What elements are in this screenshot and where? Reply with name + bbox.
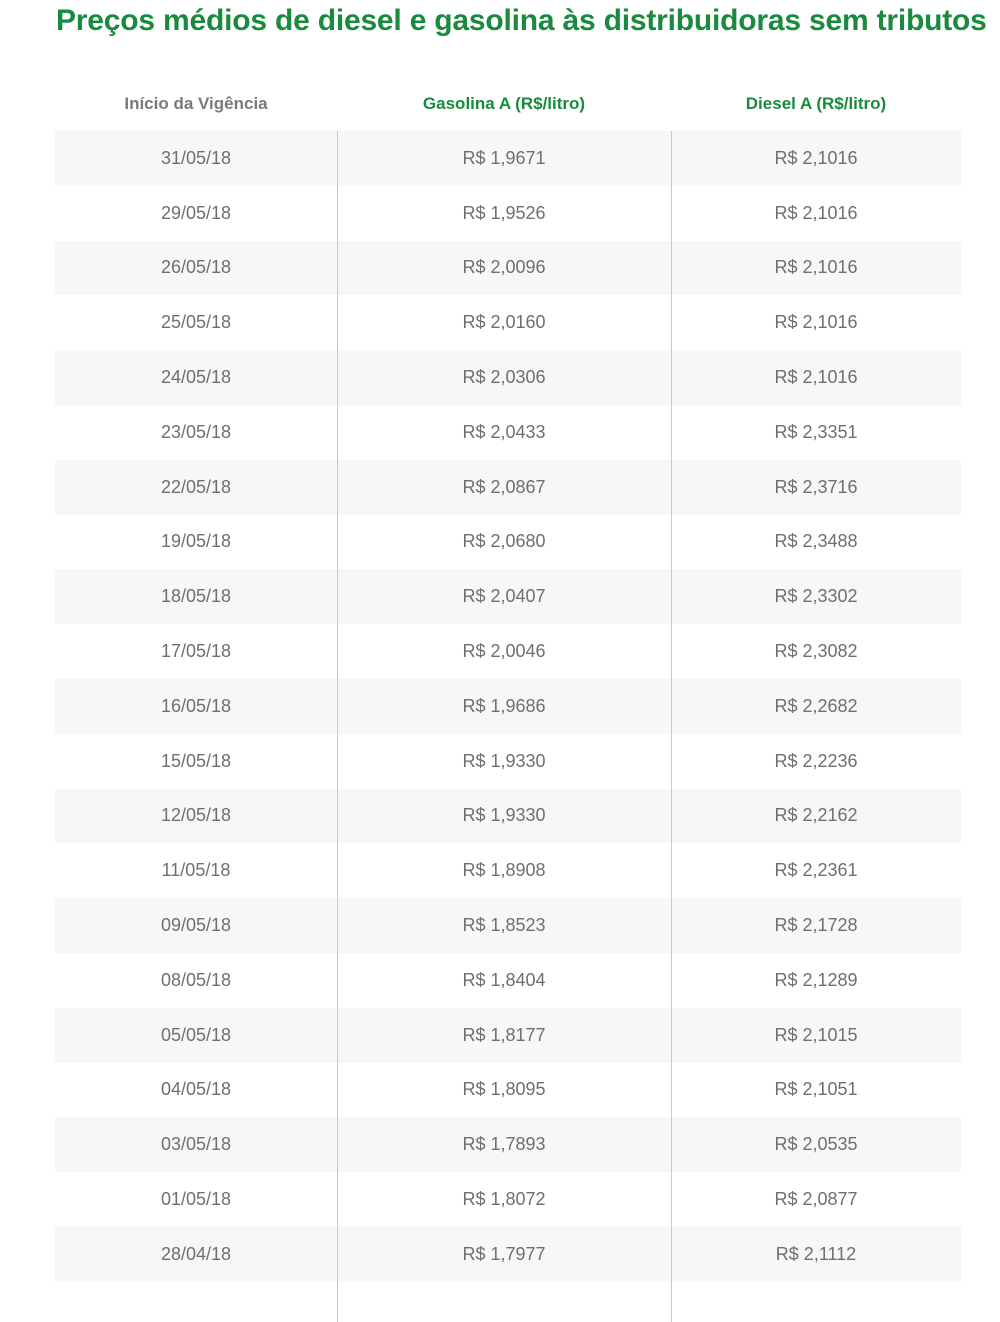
date-cell: 18/05/18 — [160, 586, 232, 607]
price-table — [55, 77, 961, 1282]
diesel-cell: R$ 2,2682 — [774, 695, 858, 716]
column-header-date: Início da Vigência — [124, 94, 268, 113]
date-cell: 03/05/18 — [160, 1134, 232, 1155]
table-row — [55, 734, 961, 789]
diesel-cell: R$ 2,1016 — [774, 312, 858, 333]
date-cell: 22/05/18 — [160, 476, 232, 497]
gasolina-cell: R$ 1,8177 — [462, 1024, 546, 1045]
column-header-diesel: Diesel A (R$/litro) — [745, 94, 887, 113]
diesel-cell: R$ 2,0535 — [774, 1134, 858, 1155]
gasolina-cell: R$ 1,9686 — [462, 695, 546, 716]
gasolina-cell: R$ 1,8095 — [462, 1079, 546, 1100]
diesel-cell: R$ 2,2236 — [774, 750, 858, 771]
diesel-cell: R$ 2,3488 — [774, 531, 858, 552]
date-cell: 04/05/18 — [160, 1079, 232, 1100]
table-row — [55, 624, 961, 679]
gasolina-cell: R$ 1,9330 — [462, 750, 546, 771]
table-row — [55, 1063, 961, 1118]
diesel-cell: R$ 2,2162 — [774, 805, 858, 826]
table-row — [55, 1117, 961, 1172]
diesel-cell: R$ 2,3082 — [774, 641, 858, 662]
date-cell: 19/05/18 — [160, 531, 232, 552]
gasolina-cell: R$ 2,0867 — [462, 476, 546, 497]
table-body — [55, 131, 961, 1282]
date-cell: 11/05/18 — [161, 860, 231, 881]
column-divider — [671, 131, 672, 1322]
diesel-cell: R$ 2,1289 — [774, 969, 858, 990]
date-cell: 29/05/18 — [160, 202, 232, 223]
date-cell: 12/05/18 — [160, 805, 232, 826]
gasolina-cell: R$ 1,9671 — [462, 147, 546, 168]
table-row — [55, 515, 961, 570]
diesel-cell: R$ 2,1016 — [774, 202, 858, 223]
diesel-cell: R$ 2,0877 — [774, 1189, 858, 1210]
table-row — [55, 241, 961, 296]
gasolina-cell: R$ 1,8908 — [462, 860, 546, 881]
column-header-gasolina: Gasolina A (R$/litro) — [422, 94, 586, 113]
date-cell: 08/05/18 — [160, 969, 232, 990]
diesel-cell: R$ 2,3716 — [774, 476, 858, 497]
diesel-cell: R$ 2,1016 — [774, 367, 858, 388]
table-row — [55, 789, 961, 844]
diesel-cell: R$ 2,1016 — [774, 257, 858, 278]
table-row — [55, 1172, 961, 1227]
date-cell: 09/05/18 — [160, 915, 232, 936]
gasolina-cell: R$ 1,8072 — [462, 1189, 546, 1210]
date-cell: 17/05/18 — [160, 641, 232, 662]
table-row — [55, 186, 961, 241]
gasolina-cell: R$ 2,0160 — [462, 312, 546, 333]
gasolina-cell: R$ 2,0433 — [462, 421, 546, 442]
date-cell: 05/05/18 — [160, 1024, 232, 1045]
gasolina-cell: R$ 1,9330 — [462, 805, 546, 826]
table-row — [55, 131, 961, 186]
date-cell: 23/05/18 — [160, 421, 232, 442]
table-row — [55, 898, 961, 953]
gasolina-cell: R$ 1,7977 — [462, 1243, 546, 1264]
gasolina-cell: R$ 2,0680 — [462, 531, 546, 552]
date-cell: 24/05/18 — [160, 367, 232, 388]
gasolina-cell: R$ 1,8523 — [462, 915, 546, 936]
diesel-cell: R$ 2,1015 — [774, 1024, 858, 1045]
diesel-cell: R$ 2,3351 — [774, 421, 858, 442]
date-cell: 26/05/18 — [160, 257, 232, 278]
gasolina-cell: R$ 2,0306 — [462, 367, 546, 388]
gasolina-cell: R$ 1,9526 — [462, 202, 546, 223]
diesel-cell: R$ 2,1112 — [775, 1243, 857, 1264]
diesel-cell: R$ 2,2361 — [774, 860, 858, 881]
table-row — [55, 405, 961, 460]
table-row — [55, 460, 961, 515]
date-cell: 28/04/18 — [160, 1243, 232, 1264]
table-row — [55, 1227, 961, 1282]
diesel-cell: R$ 2,1728 — [774, 915, 858, 936]
table-row — [55, 1008, 961, 1063]
table-header — [55, 77, 961, 131]
date-cell: 25/05/18 — [160, 312, 232, 333]
table-row — [55, 569, 961, 624]
table-row — [55, 679, 961, 734]
diesel-cell: R$ 2,1016 — [774, 147, 858, 168]
table-row — [55, 843, 961, 898]
column-divider — [337, 131, 338, 1322]
gasolina-cell: R$ 2,0407 — [462, 586, 546, 607]
diesel-cell: R$ 2,1051 — [774, 1079, 858, 1100]
table-row — [55, 295, 961, 350]
date-cell: 16/05/18 — [160, 695, 232, 716]
date-cell: 31/05/18 — [160, 147, 232, 168]
table-row — [55, 953, 961, 1008]
table-row — [55, 350, 961, 405]
gasolina-cell: R$ 1,7893 — [462, 1134, 546, 1155]
gasolina-cell: R$ 1,8404 — [462, 969, 546, 990]
gasolina-cell: R$ 2,0096 — [462, 257, 546, 278]
gasolina-cell: R$ 2,0046 — [462, 641, 546, 662]
date-cell: 01/05/18 — [160, 1189, 232, 1210]
table-title: Preços médios de diesel e gasolina às distribuidoras sem tributos — [56, 4, 987, 37]
date-cell: 15/05/18 — [160, 750, 232, 771]
diesel-cell: R$ 2,3302 — [774, 586, 858, 607]
